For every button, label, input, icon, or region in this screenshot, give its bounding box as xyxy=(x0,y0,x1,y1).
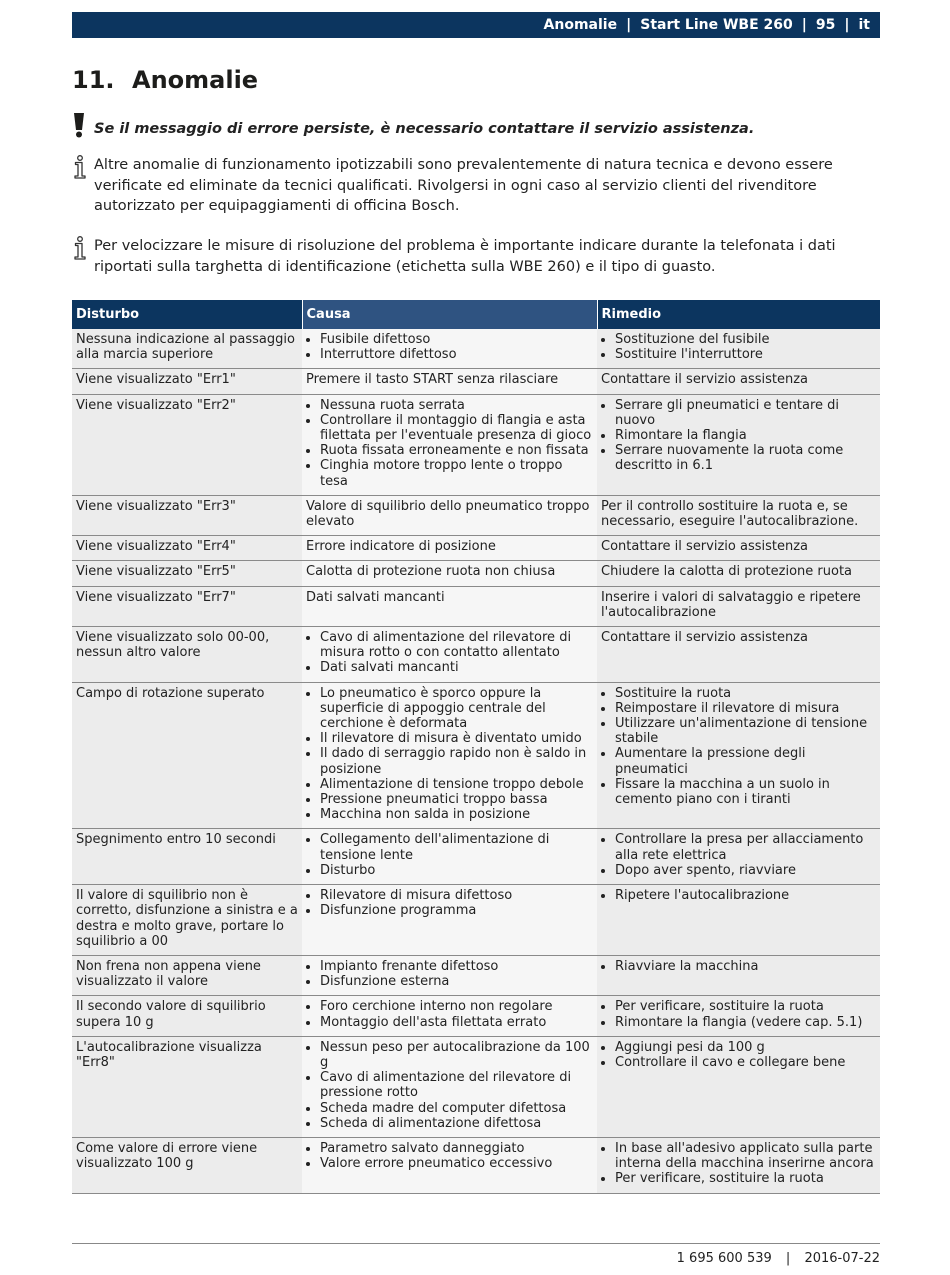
causa-item: • Pressione pneumatici troppo bassa xyxy=(320,792,593,807)
table-row xyxy=(72,536,880,561)
causa-list xyxy=(306,832,593,878)
cell-rimedio xyxy=(597,329,880,369)
cell-rimedio xyxy=(597,394,880,495)
rimedio-item: • Riavviare la macchina xyxy=(615,959,876,974)
rimedio-item: • Sostituire l'interruttore xyxy=(615,347,876,362)
header-product: Start Line WBE 260 xyxy=(640,17,793,33)
rimedio-list xyxy=(601,832,876,878)
document-date: 2016-07-22 xyxy=(804,1251,880,1266)
causa-item: • Disfunzione esterna xyxy=(320,974,593,989)
cell-causa xyxy=(302,996,597,1036)
table-row xyxy=(72,682,880,829)
table-row xyxy=(72,329,880,369)
info-text: Per velocizzare le misure di risoluzione del problema è importante indicare durante la telefonata i dati riportati sulla targhetta di identificazione (etichetta sulla WBE 260) e il tipo di guasto. xyxy=(94,238,836,275)
exclamation-icon xyxy=(72,112,92,142)
cell-disturbo: Viene visualizzato "Err7" xyxy=(72,586,302,626)
cell-rimedio xyxy=(597,1036,880,1137)
causa-list xyxy=(306,332,593,362)
causa-item: • Controllare il montaggio di flangia e asta filettata per l'eventuale presenza di gioco xyxy=(320,413,593,443)
causa-item: • Disturbo xyxy=(320,863,593,878)
causa-item: • Nessun peso per autocalibrazione da 100 g xyxy=(320,1040,593,1070)
causa-item: • Impianto frenante difettoso xyxy=(320,959,593,974)
document-number: 1 695 600 539 xyxy=(676,1251,772,1266)
rimedio-item: • Dopo aver spento, riavviare xyxy=(615,863,876,878)
info-note xyxy=(72,236,880,277)
cell-rimedio: Contattare il servizio assistenza xyxy=(597,536,880,561)
causa-list xyxy=(306,686,593,823)
causa-item: • Lo pneumatico è sporco oppure la superficie di appoggio centrale del cerchione è deformata xyxy=(320,686,593,732)
troubleshooting-table xyxy=(72,300,880,1194)
rimedio-item: • In base all'adesivo applicato sulla parte interna della macchina inserirne ancora xyxy=(615,1141,876,1171)
cell-rimedio xyxy=(597,829,880,885)
rimedio-item: • Serrare nuovamente la ruota come descritto in 6.1 xyxy=(615,443,876,473)
table-header-row xyxy=(72,300,880,329)
causa-item: • Ruota fissata erroneamente e non fissata xyxy=(320,443,593,458)
header-section: Anomalie xyxy=(543,17,618,33)
info-icon xyxy=(72,236,92,264)
cell-rimedio: Per il controllo sostituire la ruota e, se necessario, eseguire l'autocalibrazione. xyxy=(597,495,880,535)
table-row xyxy=(72,1036,880,1137)
header-page-number: 95 xyxy=(815,17,836,33)
footer-separator: | xyxy=(785,1251,791,1266)
cell-causa xyxy=(302,329,597,369)
info-icon xyxy=(72,155,92,183)
cell-rimedio: Contattare il servizio assistenza xyxy=(597,627,880,683)
causa-list xyxy=(306,888,593,918)
causa-list xyxy=(306,959,593,989)
rimedio-list xyxy=(601,1141,876,1187)
header-separator: | xyxy=(801,17,807,33)
chapter-number: 11. xyxy=(72,66,115,94)
rimedio-item: • Reimpostare il rilevatore di misura xyxy=(615,701,876,716)
rimedio-item: • Per verificare, sostituire la ruota xyxy=(615,999,876,1014)
cell-disturbo: Viene visualizzato "Err5" xyxy=(72,561,302,586)
footer-divider xyxy=(72,1243,880,1244)
warning-note xyxy=(72,112,880,140)
causa-item: • Macchina non salda in posizione xyxy=(320,807,593,822)
cell-causa xyxy=(302,682,597,829)
table-row xyxy=(72,1137,880,1193)
rimedio-item: • Sostituire la ruota xyxy=(615,686,876,701)
causa-item: • Foro cerchione interno non regolare xyxy=(320,999,593,1014)
cell-rimedio: Inserire i valori di salvataggio e ripetere l'autocalibrazione xyxy=(597,586,880,626)
cell-rimedio: Contattare il servizio assistenza xyxy=(597,369,880,394)
table-row xyxy=(72,627,880,683)
causa-item: • Valore errore pneumatico eccessivo xyxy=(320,1156,593,1171)
rimedio-item: • Aumentare la pressione degli pneumatici xyxy=(615,746,876,776)
causa-item: • Il rilevatore di misura è diventato umido xyxy=(320,731,593,746)
causa-item: • Collegamento dell'alimentazione di tensione lente xyxy=(320,832,593,862)
causa-item: • Cavo di alimentazione del rilevatore di misura rotto o con contatto allentato xyxy=(320,630,593,660)
causa-list xyxy=(306,999,593,1029)
cell-rimedio xyxy=(597,1137,880,1193)
causa-item: • Dati salvati mancanti xyxy=(320,660,593,675)
cell-disturbo: Il valore di squilibrio non è corretto, disfunzione a sinistra e a destra e molto grave, portare lo squilibrio a 00 xyxy=(72,885,302,956)
rimedio-item: • Serrare gli pneumatici e tentare di nuovo xyxy=(615,398,876,428)
rimedio-item: • Rimontare la flangia (vedere cap. 5.1) xyxy=(615,1015,876,1030)
causa-item: • Parametro salvato danneggiato xyxy=(320,1141,593,1156)
column-header-rimedio: Rimedio xyxy=(597,300,880,329)
rimedio-item: • Utilizzare un'alimentazione di tensione stabile xyxy=(615,716,876,746)
cell-disturbo: Il secondo valore di squilibrio supera 10 g xyxy=(72,996,302,1036)
causa-list xyxy=(306,1141,593,1171)
cell-causa: Premere il tasto START senza rilasciare xyxy=(302,369,597,394)
causa-item: • Scheda madre del computer difettosa xyxy=(320,1101,593,1116)
cell-causa xyxy=(302,394,597,495)
cell-rimedio xyxy=(597,682,880,829)
warning-text: Se il messaggio di errore persiste, è necessario contattare il servizio assistenza. xyxy=(94,121,755,137)
cell-causa xyxy=(302,1137,597,1193)
cell-rimedio: Chiudere la calotta di protezione ruota xyxy=(597,561,880,586)
page-footer xyxy=(677,1251,880,1266)
rimedio-list xyxy=(601,888,876,903)
causa-item: • Fusibile difettoso xyxy=(320,332,593,347)
cell-disturbo: Viene visualizzato solo 00-00, nessun altro valore xyxy=(72,627,302,683)
cell-disturbo: Viene visualizzato "Err2" xyxy=(72,394,302,495)
page-header xyxy=(72,12,880,38)
table-row xyxy=(72,955,880,995)
table-row xyxy=(72,829,880,885)
cell-disturbo: Campo di rotazione superato xyxy=(72,682,302,829)
cell-causa xyxy=(302,627,597,683)
column-header-causa: Causa xyxy=(302,300,597,329)
cell-disturbo: Viene visualizzato "Err3" xyxy=(72,495,302,535)
info-text: Altre anomalie di funzionamento ipotizzabili sono prevalentemente di natura tecnica e devono essere verificate ed eliminate da tecnici qualificati. Rivolgersi in ogni caso al servizio clienti del rivenditore autorizzato per equipaggiamenti di officina Bosch. xyxy=(94,157,833,214)
chapter-title xyxy=(72,66,258,94)
table-row xyxy=(72,996,880,1036)
info-note xyxy=(72,155,880,217)
causa-item: • Il dado di serraggio rapido non è saldo in posizione xyxy=(320,746,593,776)
causa-list xyxy=(306,630,593,676)
table-body xyxy=(72,329,880,1193)
rimedio-item: • Ripetere l'autocalibrazione xyxy=(615,888,876,903)
causa-item: • Montaggio dell'asta filettata errato xyxy=(320,1015,593,1030)
rimedio-item: • Per verificare, sostituire la ruota xyxy=(615,1171,876,1186)
cell-disturbo: Non frena non appena viene visualizzato il valore xyxy=(72,955,302,995)
causa-item: • Scheda di alimentazione difettosa xyxy=(320,1116,593,1131)
rimedio-item: • Controllare il cavo e collegare bene xyxy=(615,1055,876,1070)
column-header-disturbo: Disturbo xyxy=(72,300,302,329)
causa-list xyxy=(306,1040,593,1131)
rimedio-list xyxy=(601,332,876,362)
cell-causa: Calotta di protezione ruota non chiusa xyxy=(302,561,597,586)
cell-causa xyxy=(302,885,597,956)
cell-causa xyxy=(302,1036,597,1137)
causa-list xyxy=(306,398,593,489)
cell-rimedio xyxy=(597,885,880,956)
header-separator: | xyxy=(844,17,850,33)
table-row xyxy=(72,394,880,495)
causa-item: • Alimentazione di tensione troppo debole xyxy=(320,777,593,792)
cell-causa xyxy=(302,955,597,995)
cell-causa: Errore indicatore di posizione xyxy=(302,536,597,561)
rimedio-item: • Sostituzione del fusibile xyxy=(615,332,876,347)
cell-causa: Dati salvati mancanti xyxy=(302,586,597,626)
table-row xyxy=(72,495,880,535)
rimedio-item: • Aggiungi pesi da 100 g xyxy=(615,1040,876,1055)
rimedio-list xyxy=(601,1040,876,1070)
cell-disturbo: Come valore di errore viene visualizzato 100 g xyxy=(72,1137,302,1193)
cell-causa: Valore di squilibrio dello pneumatico troppo elevato xyxy=(302,495,597,535)
rimedio-list xyxy=(601,686,876,808)
causa-item: • Cavo di alimentazione del rilevatore di pressione rotto xyxy=(320,1070,593,1100)
chapter-heading: Anomalie xyxy=(132,66,259,94)
rimedio-item: • Fissare la macchina a un suolo in cemento piano con i tiranti xyxy=(615,777,876,807)
cell-rimedio xyxy=(597,996,880,1036)
header-language: it xyxy=(858,17,870,33)
causa-item: • Disfunzione programma xyxy=(320,903,593,918)
table-row xyxy=(72,369,880,394)
table-row xyxy=(72,561,880,586)
causa-item: • Cinghia motore troppo lente o troppo tesa xyxy=(320,458,593,488)
rimedio-list xyxy=(601,999,876,1029)
cell-rimedio xyxy=(597,955,880,995)
rimedio-item: • Controllare la presa per allacciamento alla rete elettrica xyxy=(615,832,876,862)
causa-item: • Rilevatore di misura difettoso xyxy=(320,888,593,903)
rimedio-item: • Rimontare la flangia xyxy=(615,428,876,443)
cell-disturbo: L'autocalibrazione visualizza "Err8" xyxy=(72,1036,302,1137)
cell-disturbo: Viene visualizzato "Err4" xyxy=(72,536,302,561)
cell-causa xyxy=(302,829,597,885)
header-separator: | xyxy=(626,17,632,33)
rimedio-list xyxy=(601,959,876,974)
table-row xyxy=(72,885,880,956)
cell-disturbo: Spegnimento entro 10 secondi xyxy=(72,829,302,885)
causa-item: • Interruttore difettoso xyxy=(320,347,593,362)
causa-item: • Nessuna ruota serrata xyxy=(320,398,593,413)
cell-disturbo: Viene visualizzato "Err1" xyxy=(72,369,302,394)
cell-disturbo: Nessuna indicazione al passaggio alla marcia superiore xyxy=(72,329,302,369)
rimedio-list xyxy=(601,398,876,474)
table-row xyxy=(72,586,880,626)
